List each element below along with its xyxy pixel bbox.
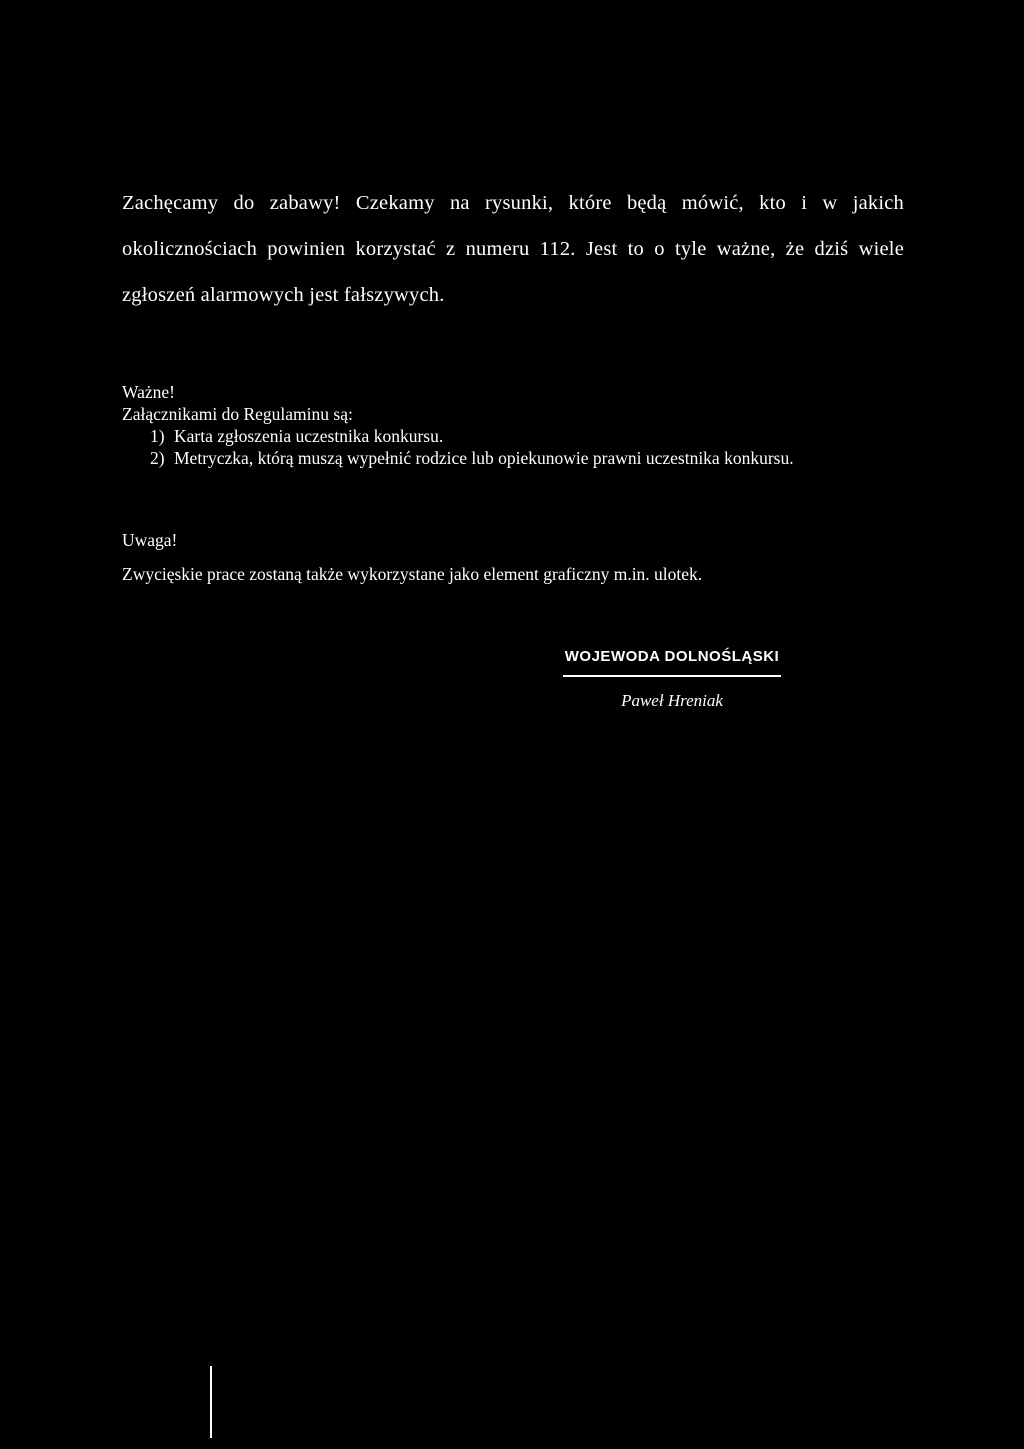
attachments-list [122,425,882,469]
attachments-section [122,381,882,469]
note-text: Zwycięskie prace zostaną także wykorzystane jako element graficzny m.in. ulotek. [122,564,703,584]
signature-name: Paweł Hreniak [621,691,723,710]
signature-line [563,675,781,677]
note-label: Uwaga! [122,530,178,550]
signature-title: WOJEWODA DOLNOŚLĄSKI [564,648,780,665]
signature-block [520,648,824,711]
list-item [150,447,882,469]
list-item-text: Metryczka, którą muszą wypełnić rodzice lub opiekunowie prawni uczestnika konkursu. [174,448,794,468]
important-label: Ważne! [122,382,175,402]
list-item-number: 1) [150,426,165,446]
list-item [150,425,882,447]
list-item-text: Karta zgłoszenia uczestnika konkursu. [174,426,444,446]
list-item-number: 2) [150,448,165,468]
attachments-lead: Załącznikami do Regulaminu są: [122,404,353,424]
intro-paragraph: Zachęcamy do zabawy! Czekamy na rysunki, które będą mówić, kto i w jakich okolicznościach powinien korzystać z numeru 112. Jest to o tyle ważne, że dziś wiele zgłoszeń alarmowych jest fałszywych. [122,192,904,306]
scan-edge-line [210,1366,212,1438]
